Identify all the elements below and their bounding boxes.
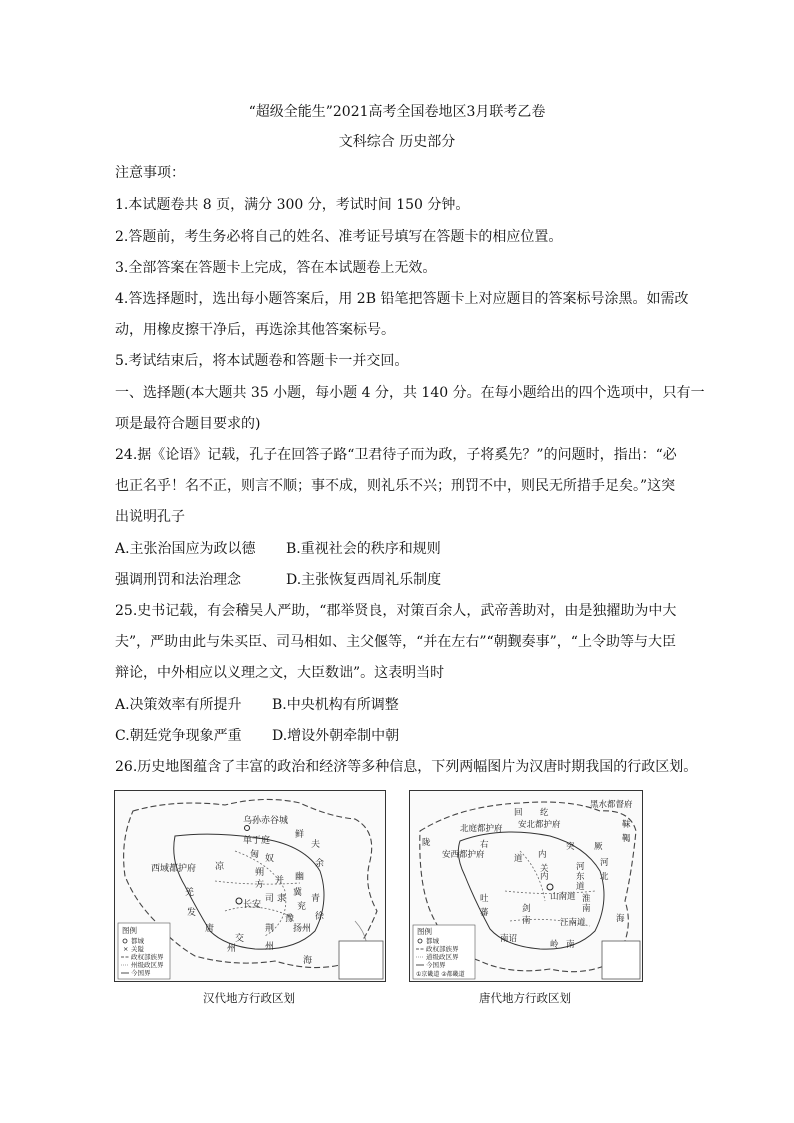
svg-text:州级政区界: 州级政区界 bbox=[131, 961, 164, 969]
han-map bbox=[114, 790, 386, 982]
map-label: 鞨 bbox=[622, 834, 631, 844]
q26-stem: 26.历史地图蕴含了丰富的政治和经济等多种信息，下列两幅图片为汉唐时期我国的行政区划。 bbox=[115, 759, 698, 775]
q24-option-d: D.主张恢复西周礼乐制度 bbox=[286, 572, 442, 588]
map-label: 靺 bbox=[622, 820, 631, 830]
q24-option-b: B.重视社会的秩序和规则 bbox=[286, 541, 441, 557]
map-label: 河 bbox=[576, 862, 585, 872]
svg-text:今国界: 今国界 bbox=[131, 969, 151, 977]
svg-text:图例: 图例 bbox=[417, 927, 432, 936]
map-label: 乌孙赤谷城 bbox=[243, 816, 289, 826]
notice-item: 5.考试结束后，将本试题卷和答题卡一并交回。 bbox=[115, 353, 409, 369]
map-label: 淮 bbox=[582, 894, 591, 904]
map-label: 安北都护府 bbox=[518, 820, 561, 830]
map-label: 东 bbox=[576, 872, 585, 882]
map-label: 凉 bbox=[215, 862, 225, 872]
map-label: 回 bbox=[514, 808, 523, 818]
capital-marker-icon bbox=[236, 898, 242, 904]
map-label: 鲜 bbox=[295, 830, 305, 840]
q24-option-a: A.主张治国应为政以德 bbox=[115, 541, 256, 557]
map-label: 奴 bbox=[265, 854, 275, 864]
q25-option-d: D.增设外朝牵制中朝 bbox=[272, 728, 400, 744]
map-label: 黑水都督府 bbox=[590, 800, 633, 810]
q25-option-a: A.决策效率有所提升 bbox=[115, 697, 242, 713]
map-label: 冀 bbox=[293, 888, 303, 898]
map-label: 唐 bbox=[205, 924, 215, 934]
q25-stem: 25.史书记载，有会稽吴人严助，“郡举贤良，对策百余人，武帝善助对，由是独擢助为中大 bbox=[115, 603, 677, 619]
map-label: 剑 bbox=[522, 904, 531, 914]
map-label: 纥 bbox=[540, 808, 549, 818]
map-label: 道 bbox=[514, 854, 523, 864]
map-label: 夫 bbox=[311, 840, 321, 850]
map-label: 余 bbox=[315, 859, 325, 869]
tang-map-drawing bbox=[410, 791, 642, 981]
map-label: 海 bbox=[303, 956, 313, 966]
map-label: 西域都护府 bbox=[151, 864, 197, 874]
map-label: 方 bbox=[255, 880, 265, 890]
notice-heading: 注意事项： bbox=[115, 165, 185, 181]
notice-item: 2.答题前，考生务必将自己的姓名、准考证号填写在答题卡的相应位置。 bbox=[115, 229, 563, 245]
map-label: 荆 bbox=[265, 924, 275, 934]
map-label: 青 bbox=[311, 894, 321, 904]
q24-option-c: 强调刑罚和法治理念 bbox=[115, 572, 241, 588]
q25-option-b: B.中央机构有所调整 bbox=[272, 697, 399, 713]
map-label: 岭 bbox=[550, 940, 559, 950]
map-label: 朔 bbox=[255, 868, 265, 878]
map-label: 关 bbox=[540, 864, 549, 874]
map-label: 匈 bbox=[250, 850, 260, 860]
map-label: 南 bbox=[566, 940, 575, 950]
svg-text:关隘: 关隘 bbox=[131, 945, 144, 953]
map-label: 陇 bbox=[422, 838, 431, 848]
q25-option-c: C.朝廷党争现象严重 bbox=[115, 728, 242, 744]
svg-text:都城: 都城 bbox=[131, 937, 144, 945]
notice-item: 4.答选择题时，选出每小题答案后，用 2B 铅笔把答题卡上对应题目的答案标号涂黑。如需改 bbox=[115, 291, 689, 307]
exam-title: “超级全能生”2021高考全国卷地区3月联考乙卷 bbox=[248, 104, 546, 120]
svg-text:图例: 图例 bbox=[122, 926, 137, 935]
map-label: 并 bbox=[275, 876, 285, 886]
svg-text:政权部族界: 政权部族界 bbox=[426, 945, 459, 953]
map-label: 南 bbox=[522, 916, 531, 926]
map-label: 长安 bbox=[243, 900, 262, 910]
notice-item: 1.本试题卷共 8 页，满分 300 分，考试时间 150 分钟。 bbox=[115, 197, 470, 213]
map-label: 突 bbox=[566, 842, 575, 852]
svg-text:今国界: 今国界 bbox=[426, 961, 446, 969]
map-label: 州 bbox=[227, 944, 237, 954]
notice-item: 3.全部答案在答题卡上完成，答在本试题卷上无效。 bbox=[115, 260, 437, 276]
south-china-sea-inset bbox=[602, 941, 640, 979]
han-map-drawing bbox=[115, 791, 385, 981]
q24-stem: 出说明孔子 bbox=[115, 509, 185, 525]
map-label: 隶 bbox=[277, 894, 287, 904]
map-label: 单于庭 bbox=[243, 836, 271, 846]
map-label: 幽 bbox=[295, 872, 305, 882]
q24-stem: 也正名乎！名不正，则言不顺；事不成，则礼乐不兴；刑罚不中，则民无所措手足矣。”这突 bbox=[115, 478, 676, 494]
map-label: 州 bbox=[265, 942, 275, 952]
svg-text:①京畿道 ②都畿道: ①京畿道 ②都畿道 bbox=[416, 971, 465, 978]
map-label: 司 bbox=[265, 894, 275, 904]
map-label: 道 bbox=[576, 882, 585, 892]
han-map-caption: 汉代地方行政区划 bbox=[203, 991, 295, 1005]
capital-marker-icon bbox=[547, 884, 553, 890]
map-label: 内 bbox=[540, 872, 549, 882]
map-label: 右 bbox=[480, 840, 489, 850]
svg-text:政权部族界: 政权部族界 bbox=[131, 953, 164, 961]
south-china-sea-inset bbox=[339, 941, 383, 979]
map-label: 北庭都护府 bbox=[460, 824, 503, 834]
map-label: 吐 bbox=[480, 894, 489, 904]
map-label: 山南道 bbox=[550, 892, 576, 902]
map-label: 发 bbox=[187, 908, 197, 918]
map-label: 蕃 bbox=[480, 908, 489, 918]
q25-stem: 夫”，严助由此与朱买臣、司马相如、主父偃等，“并在左右”“朝觐奏事”，“上令助等与大臣 bbox=[115, 634, 676, 650]
map-label: 南诏 bbox=[500, 934, 518, 944]
map-label: 北 bbox=[600, 872, 609, 882]
map-label: 内 bbox=[538, 850, 547, 860]
tang-map bbox=[409, 790, 643, 982]
q25-stem: 辩论，中外相应以义理之文，大臣数诎”。这表明当时 bbox=[115, 665, 445, 681]
map-label: 安西都护府 bbox=[442, 850, 485, 860]
section-heading-cont: 项是最符合题目要求的) bbox=[115, 416, 261, 432]
map-label: 扬州 bbox=[293, 924, 312, 934]
map-label: 厥 bbox=[594, 842, 603, 852]
map-label: 南 bbox=[582, 904, 591, 914]
map-label: 兖 bbox=[297, 902, 307, 912]
tang-map-caption: 唐代地方行政区划 bbox=[479, 991, 571, 1005]
map-label: 交 bbox=[235, 934, 245, 944]
map-label: 河 bbox=[600, 858, 609, 868]
map-label: 江南道 bbox=[560, 918, 586, 928]
map-label: 海 bbox=[616, 914, 625, 924]
svg-text:×: × bbox=[123, 945, 129, 953]
map-label: 羌 bbox=[185, 888, 195, 898]
exam-subtitle: 文科综合 历史部分 bbox=[338, 134, 456, 150]
map-label: 豫 bbox=[285, 914, 295, 924]
capital-marker-icon bbox=[245, 826, 250, 831]
notice-item: 动，用橡皮擦干净后，再选涂其他答案标号。 bbox=[115, 322, 395, 338]
section-heading: 一、选择题(本大题共 35 小题，每小题 4 分，共 140 分。在每小题给出的四个选项中，只有一 bbox=[115, 385, 705, 401]
q24-stem: 24.据《论语》记载，孔子在回答子路“卫君待子而为政，子将奚先？”的问题时，指出：“必 bbox=[115, 447, 677, 463]
svg-text:都城: 都城 bbox=[426, 937, 439, 945]
svg-text:道级政区界: 道级政区界 bbox=[426, 953, 459, 961]
map-label: 徐 bbox=[315, 912, 325, 922]
tang-map-legend bbox=[413, 925, 475, 979]
han-map-legend bbox=[118, 923, 170, 979]
